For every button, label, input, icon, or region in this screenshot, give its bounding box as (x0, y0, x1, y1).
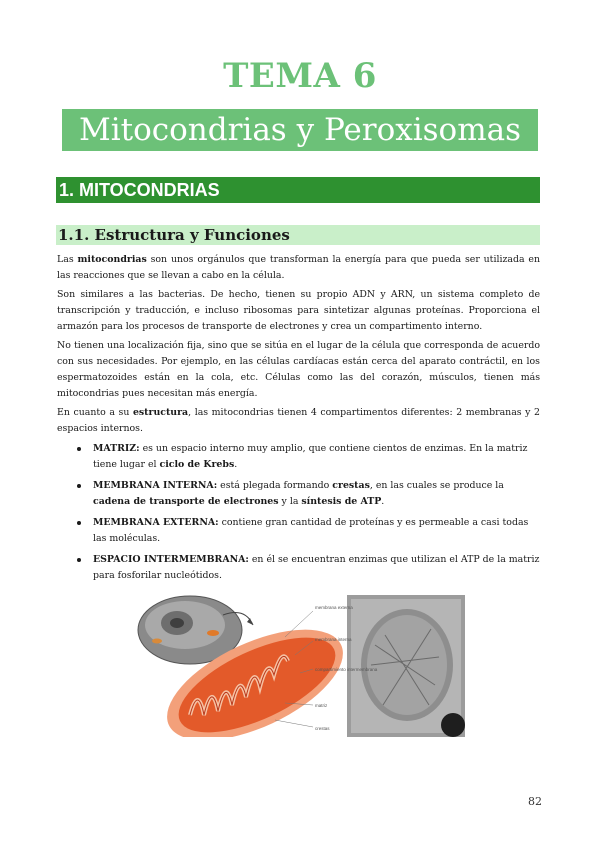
electron-micrograph (347, 595, 465, 737)
section-heading: 1. MITOCONDRIAS (56, 177, 540, 203)
compartments-list (57, 441, 540, 589)
paragraph-intro: Las mitocondrias son unos orgánulos que transforman la energía para que pueda ser utilizada en las reacciones que se llevan a cabo en la célula. (57, 254, 541, 281)
bullet-icon (77, 558, 81, 562)
page-number: 82 (528, 795, 542, 808)
subsection-heading: 1.1. Estructura y Funciones (56, 225, 540, 245)
mitochondria-figure (135, 585, 465, 737)
tema-title: TEMA 6 (223, 56, 377, 96)
label-crestas: crestas (315, 726, 330, 731)
list-item: MEMBRANA EXTERNA: contiene gran cantidad de proteínas y es permeable a casi todas las moléculas. (57, 515, 540, 547)
chapter-subtitle: Mitocondrias y Peroxisomas (62, 109, 538, 151)
label-compartimiento-intermembrana: compartimiento intermembrana (315, 667, 378, 672)
paragraph-bacteria: Son similares a las bacterias. De hecho, tienen su propio ADN y ARN, un sistema completo de transcripción y traducción, e incluso ribosomas para sintetizar algunas proteínas. Proporciona el armazón para los procesos de transporte de electrones y crea un compartimento interno. (57, 289, 540, 332)
list-item: MEMBRANA INTERNA: está plegada formando crestas, en las cuales se produce la cadena de transporte de electrones y la síntesis de ATP. (57, 478, 540, 510)
bullet-icon (77, 484, 81, 488)
paragraph-localization: No tienen una localización fija, sino que se sitúa en el lugar de la célula que corresponda de acuerdo con sus necesidades. Por ejemplo, en las células cardíacas están cerca del aparato contráctil, en los espermatozoides están en la cola, etc. Células como las del corazón, músculos, tienen más mitocondrias pues necesitan más energía. (57, 340, 540, 399)
label-membrana-externa: membrana externa (315, 605, 353, 610)
paragraph-structure: En cuanto a su estructura, las mitocondrias tienen 4 compartimentos diferentes: 2 membranas y 2 espacios internos. (57, 407, 540, 434)
list-item: ESPACIO INTERMEMBRANA: en él se encuentran enzimas que utilizan el ATP de la matriz para fosforilar nucleótidos. (57, 552, 540, 584)
list-item: MATRIZ: es un espacio interno muy amplio, que contiene cientos de enzimas. En la matriz tiene lugar el ciclo de Krebs. (57, 441, 540, 473)
label-matriz: matriz (315, 703, 328, 708)
label-membrana-interna: membrana interna (315, 637, 352, 642)
bullet-icon (77, 447, 81, 451)
mitochondria-illustration (135, 585, 465, 737)
bullet-icon (77, 521, 81, 525)
